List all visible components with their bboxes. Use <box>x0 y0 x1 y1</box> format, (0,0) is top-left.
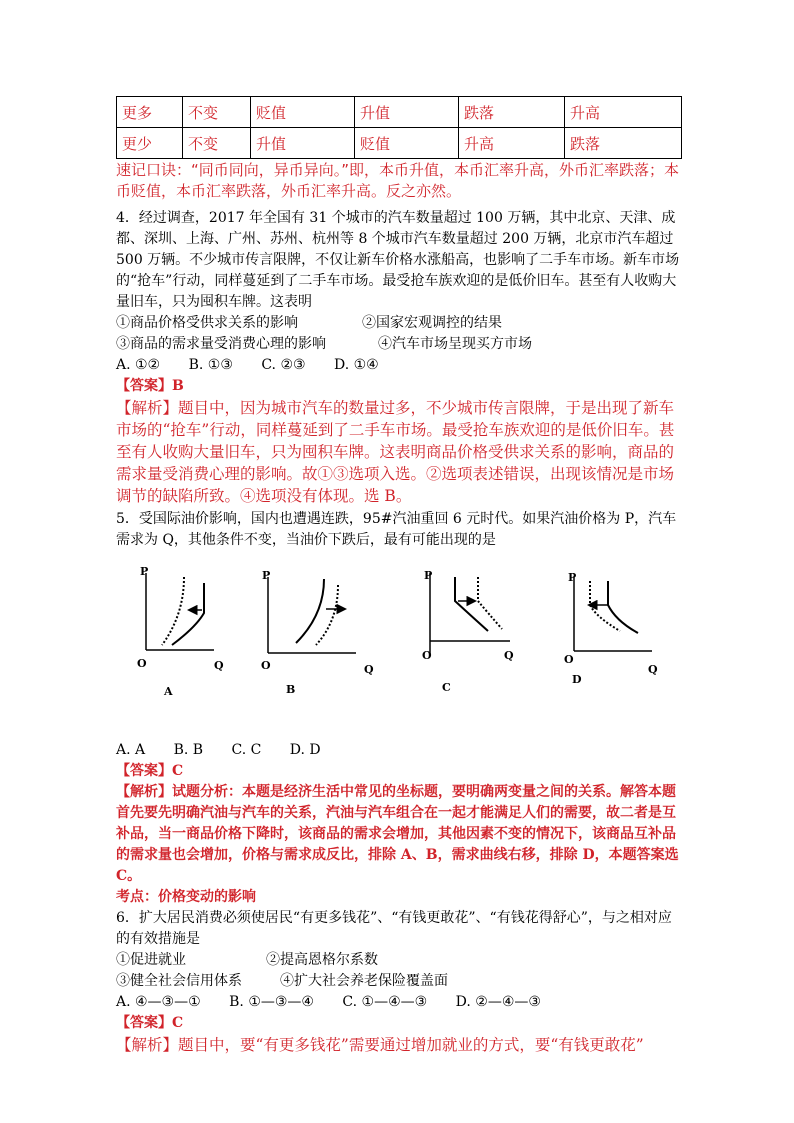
option-1: ①商品价格受供求关系的影响 <box>116 315 298 331</box>
graph-b <box>261 569 374 696</box>
demand-curve <box>296 579 324 643</box>
question-4-options-row-2 <box>116 334 682 355</box>
axis-p-label: P <box>568 571 577 584</box>
origin-label: O <box>422 649 432 662</box>
option-2: ②国家宏观调控的结果 <box>362 315 502 331</box>
axis-q-label: Q <box>214 659 224 672</box>
question-6-options-row-1 <box>116 950 682 971</box>
question-5-analysis: 【解析】试题分析：本题是经济生活中常见的坐标题，要明确两变量之间的关系。解答本题首先要先明确汽油与汽车的关系，汽油与汽车组合在一起才能满足人们的需要，故二者是互补品，当一商品价格下降时，该商品的需求会增加，其他因素不变的情况下，该商品互补品的需求量也会增加，价格与需求成反比，排除 A、B，需求曲线右移，排除 D，本题答案选 C。 <box>116 784 679 884</box>
table-cell: 贬值 <box>251 97 355 128</box>
table-cell: 升高 <box>565 97 682 128</box>
demand-curve <box>455 577 488 631</box>
choice-a: A. ①② <box>116 357 161 373</box>
demand-curve <box>172 583 204 645</box>
choice-a: A. ④—③—① <box>116 994 201 1010</box>
question-5-stem: 5．受国际油价影响，国内也遭遇连跌，95#汽油重回 6 元时代。如果汽油价格为 P，汽车需求为 Q，其他条件不变，当油价下跌后，最有可能出现的是 <box>116 511 677 548</box>
choice-c: C. C <box>231 742 262 758</box>
option-4: ④扩大社会养老保险覆盖面 <box>280 973 448 989</box>
choice-d: D. ①④ <box>334 357 379 373</box>
mnemonic-text: 速记口诀：“同币同向，异币异向。”即，本币升值，本币汇率升高，外币汇率跌落；本币贬值，本币汇率跌落，外币汇率升高。反之亦然。 <box>116 161 680 200</box>
choice-c: C. ①—④—③ <box>342 994 428 1010</box>
choice-b: B. B <box>173 742 204 758</box>
question-5-point: 考点：价格变动的影响 <box>116 889 256 905</box>
choice-b: B. ①—③—④ <box>229 994 314 1010</box>
question-4-analysis: 【解析】题目中，因为城市汽车的数量过多，不少城市传言限牌，于是出现了新车市场的“抢车”行动，同样蔓延到了二手车市场。最受抢车族欢迎的是低价旧车。甚至有人收购大量旧车，只为囤积车牌。这表明商品价格受供求关系的影响，商品的需求量受消费心理的影响。故①③选项入选。②选项表述错误，出现该情况是市场调节的缺陷所致。④选项没有体现。选 B。 <box>116 399 675 505</box>
axis-p-label: P <box>140 565 149 578</box>
option-4: ④汽车市场呈现买方市场 <box>378 336 532 352</box>
question-4-answer: 【答案】B <box>116 378 184 394</box>
demand-curve-graphs <box>116 555 682 740</box>
option-1: ①促进就业 <box>116 952 186 968</box>
choice-c: C. ②③ <box>261 357 306 373</box>
question-6-answer: 【答案】C <box>116 1015 184 1031</box>
axis-q-label: Q <box>648 663 658 676</box>
question-4-choices <box>116 355 682 376</box>
table-cell: 更多 <box>117 97 183 128</box>
origin-label: O <box>261 659 271 672</box>
exchange-rate-table <box>116 96 682 159</box>
option-2: ②提高恩格尔系数 <box>266 952 378 968</box>
question-5-choices <box>116 740 682 761</box>
question-5-answer: 【答案】C <box>116 763 184 779</box>
question-4-stem: 4．经过调查，2017 年全国有 31 个城市的汽车数量超过 100 万辆，其中北京、天津、成都、深圳、上海、广州、苏州、杭州等 8 个城市汽车数量超过 200 万辆，北京市汽车超过 500 万辆。不少城市传言限牌，不仅让新车价格水涨船高，也影响了二手车市场。新车市场的“抢车”行动，同样蔓延到了二手车市场。最受抢车族欢迎的是低价旧车。甚至有人收购大量旧车，只为囤积车牌。这表明 <box>116 210 680 310</box>
table-cell: 不变 <box>183 128 251 159</box>
graph-a <box>137 565 224 698</box>
table-cell: 跌落 <box>459 97 565 128</box>
choice-d: D. D <box>289 742 321 758</box>
choice-a: A. A <box>116 742 146 758</box>
graph-d <box>564 571 658 686</box>
table-cell: 跌落 <box>565 128 682 159</box>
axis-p-label: P <box>262 569 271 582</box>
graph-label: A <box>164 685 173 698</box>
origin-label: O <box>564 653 574 666</box>
table-row <box>117 128 682 159</box>
question-6-stem: 6．扩大居民消费必须使居民“有更多钱花”、“有钱更敢花”、“有钱花得舒心”，与之相对应的有效措施是 <box>116 910 672 947</box>
axis-p-label: P <box>424 569 433 582</box>
table-cell: 升高 <box>459 128 565 159</box>
table-cell: 贬值 <box>355 128 459 159</box>
graph-c <box>422 569 514 694</box>
graph-label: B <box>286 683 296 696</box>
shifted-curve <box>590 581 620 631</box>
graph-label: D <box>572 673 582 686</box>
graphs-figure <box>116 555 682 740</box>
table-cell: 升值 <box>355 97 459 128</box>
origin-label: O <box>137 657 147 670</box>
choice-d: D. ②—④—③ <box>455 994 541 1010</box>
demand-curve <box>608 581 638 633</box>
shifted-curve <box>316 585 338 645</box>
question-4-options-row-1 <box>116 313 682 334</box>
table-cell: 更少 <box>117 128 183 159</box>
question-6-options-row-2 <box>116 971 682 992</box>
option-3: ③健全社会信用体系 <box>116 973 242 989</box>
choice-b: B. ①③ <box>188 357 233 373</box>
shifted-curve <box>478 577 502 629</box>
option-3: ③商品的需求量受消费心理的影响 <box>116 336 326 352</box>
axis-q-label: Q <box>364 663 374 676</box>
question-6-analysis: 【解析】题目中，要“有更多钱花”需要通过增加就业的方式，要“有钱更敢花” <box>116 1036 644 1054</box>
table-row <box>117 97 682 128</box>
shifted-curve <box>162 577 184 645</box>
table-cell: 不变 <box>183 97 251 128</box>
document-page <box>116 96 682 1056</box>
graph-label: C <box>442 681 451 694</box>
table-cell: 升值 <box>251 128 355 159</box>
axis-q-label: Q <box>504 649 514 662</box>
question-6-choices <box>116 992 682 1013</box>
